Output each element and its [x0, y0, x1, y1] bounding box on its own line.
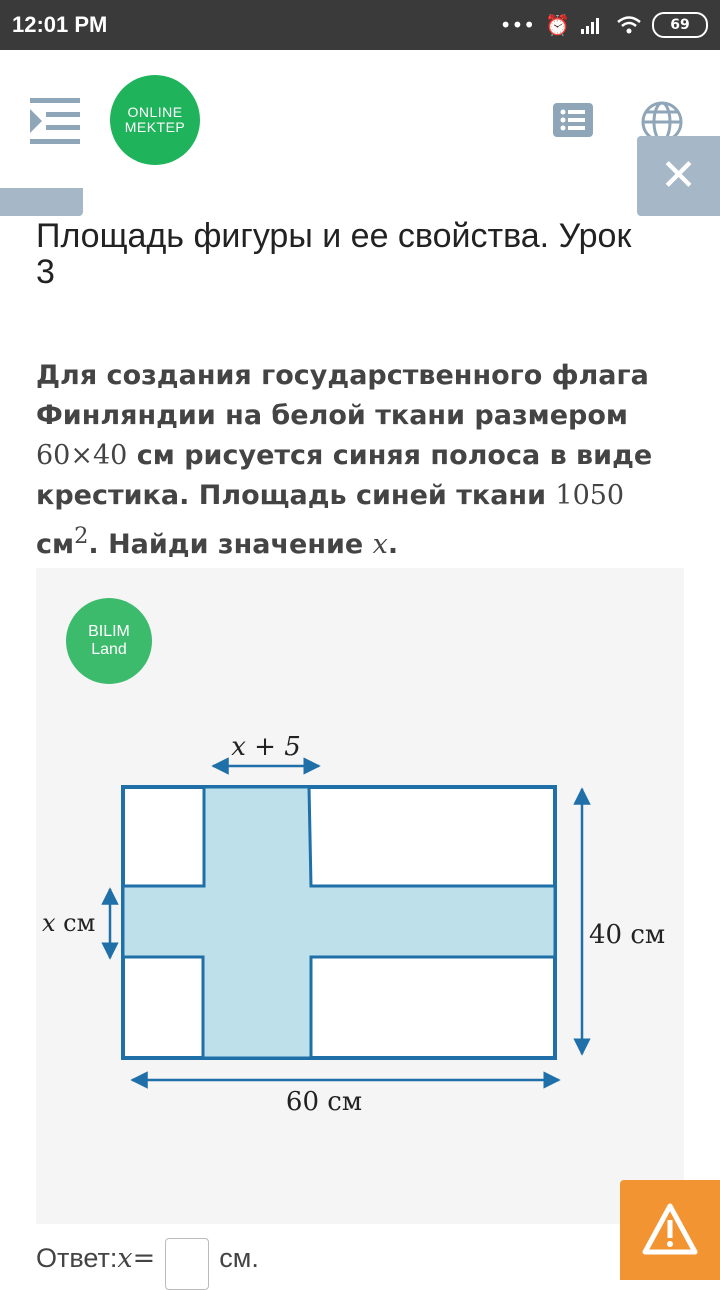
status-bar	[0, 0, 720, 50]
list-button[interactable]	[553, 103, 593, 137]
list-icon	[553, 103, 593, 137]
question-part4: . Найди значение	[88, 529, 373, 560]
question-text	[36, 356, 686, 565]
language-button[interactable]	[640, 100, 684, 140]
answer-prefix: Ответ:	[36, 1242, 118, 1273]
tab-indicator[interactable]	[0, 188, 83, 216]
globe-icon	[640, 100, 684, 140]
close-icon: ✕	[660, 150, 697, 201]
alarm-icon: ⏰	[545, 13, 570, 37]
answer-suffix: см.	[219, 1242, 259, 1273]
question-part5: .	[387, 529, 399, 560]
bilimland-logo	[66, 598, 152, 684]
question-part1: Для создания государственного флага Финляндии на белой ткани размером	[36, 360, 649, 431]
answer-row	[36, 1236, 259, 1280]
blue-area-value: 1050	[555, 480, 625, 511]
logo-line1: ONLINE	[127, 104, 183, 120]
wifi-icon	[616, 15, 642, 35]
answer-input[interactable]	[165, 1238, 209, 1290]
left-label	[42, 909, 95, 937]
logo-line2: MEKTEP	[124, 119, 186, 135]
menu-icon[interactable]	[30, 96, 80, 146]
app-header	[0, 50, 720, 210]
online-mektep-logo[interactable]	[110, 75, 200, 165]
left-label-var: x	[42, 909, 56, 937]
question-part2: см рисуется синяя полоса в виде крестика. Площадь синей ткани	[36, 440, 653, 511]
status-icons	[500, 11, 708, 39]
report-button[interactable]	[620, 1180, 720, 1280]
question-variable: x	[372, 529, 388, 560]
flag-figure	[36, 568, 684, 1224]
battery-indicator: 69	[652, 12, 708, 38]
page-title: Площадь фигуры и ее свойства. Урок 3	[36, 217, 632, 291]
badge-line1: BILIM	[88, 623, 130, 640]
close-button[interactable]	[637, 136, 720, 216]
answer-equals: =	[132, 1242, 156, 1274]
answer-variable: x	[117, 1242, 133, 1274]
signal-icon	[580, 15, 606, 35]
left-label-unit: см	[55, 909, 96, 937]
top-label: x + 5	[231, 732, 301, 762]
right-label: 40 см	[589, 920, 666, 950]
badge-line2: Land	[91, 641, 127, 658]
flag-dimensions: 60×40	[36, 440, 128, 471]
bottom-label: 60 см	[285, 1087, 363, 1117]
more-icon: •••	[499, 13, 536, 37]
unit-exponent: 2	[74, 523, 89, 549]
status-time: 12:01 PM	[12, 12, 108, 37]
question-unit: см	[36, 529, 75, 560]
warning-icon	[620, 1180, 720, 1280]
